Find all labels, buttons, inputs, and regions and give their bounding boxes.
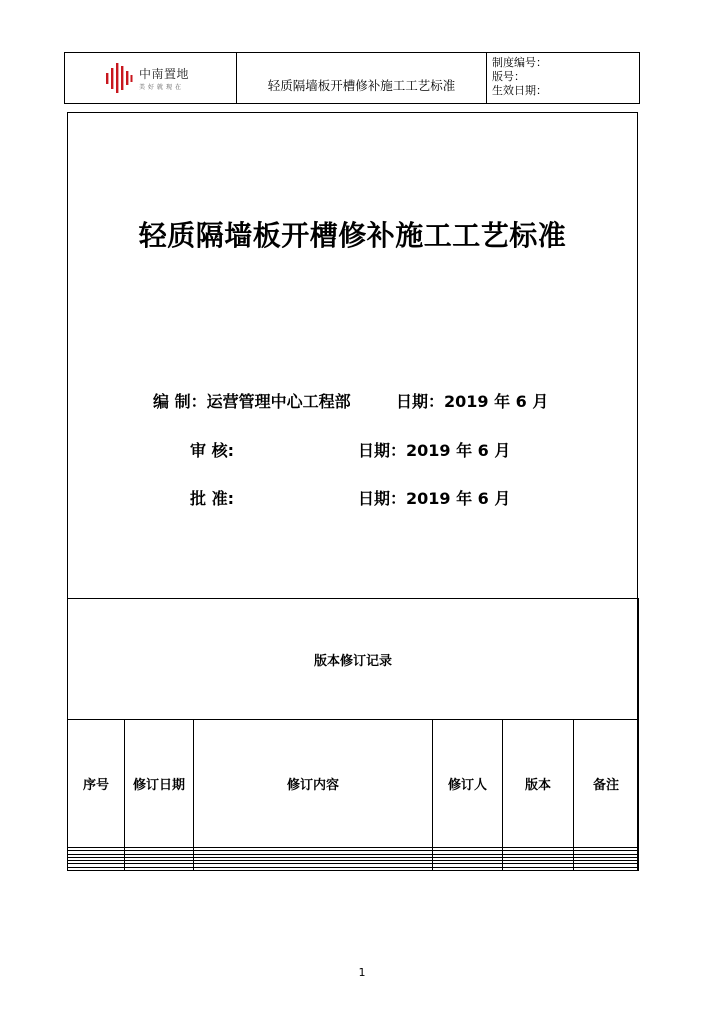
review-date: 日期：2019 年 6 月 — [358, 441, 511, 460]
table-row — [68, 867, 639, 870]
meta-effective-date: 生效日期： — [492, 84, 547, 97]
column-header-reviser: 修订人 — [433, 720, 503, 848]
column-header-remark: 备注 — [574, 720, 639, 848]
table-cell — [574, 867, 639, 870]
column-header-content: 修订内容 — [194, 720, 433, 848]
approve-date: 日期：2019 年 6 月 — [358, 489, 511, 508]
column-header-seq: 序号 — [68, 720, 125, 848]
header-title-cell — [237, 53, 487, 103]
column-header-date: 修订日期 — [125, 720, 194, 848]
table-cell — [503, 867, 574, 870]
header-title: 轻质隔墙板开槽修补施工工艺标准 — [267, 78, 456, 93]
logo-company-name: 中南置地 — [139, 67, 190, 81]
meta-version: 版号： — [492, 70, 525, 83]
company-logo — [105, 62, 205, 96]
page-number: 1 — [358, 966, 366, 979]
meta-doc-number: 制度编号： — [492, 56, 547, 69]
table-cell — [194, 867, 433, 870]
logo-bars-icon — [105, 62, 133, 94]
revision-table-caption: 版本修订记录 — [68, 599, 639, 720]
approve-label: 批 准: — [190, 489, 234, 508]
column-header-version: 版本 — [503, 720, 574, 848]
review-label: 审 核: — [190, 441, 234, 460]
revision-table — [67, 598, 638, 871]
logo-slogan: 美好就现在 — [139, 84, 185, 91]
compile-date: 日期：2019 年 6 月 — [396, 392, 549, 411]
table-cell — [433, 867, 503, 870]
table-cell — [125, 867, 194, 870]
header-meta-cell — [487, 53, 639, 103]
header-logo-cell — [65, 53, 237, 103]
document-title: 轻质隔墙板开槽修补施工工艺标准 — [138, 219, 567, 252]
document-header — [64, 52, 640, 104]
compile-label: 编 制：运营管理中心工程部 — [153, 392, 351, 411]
table-cell — [68, 867, 125, 870]
